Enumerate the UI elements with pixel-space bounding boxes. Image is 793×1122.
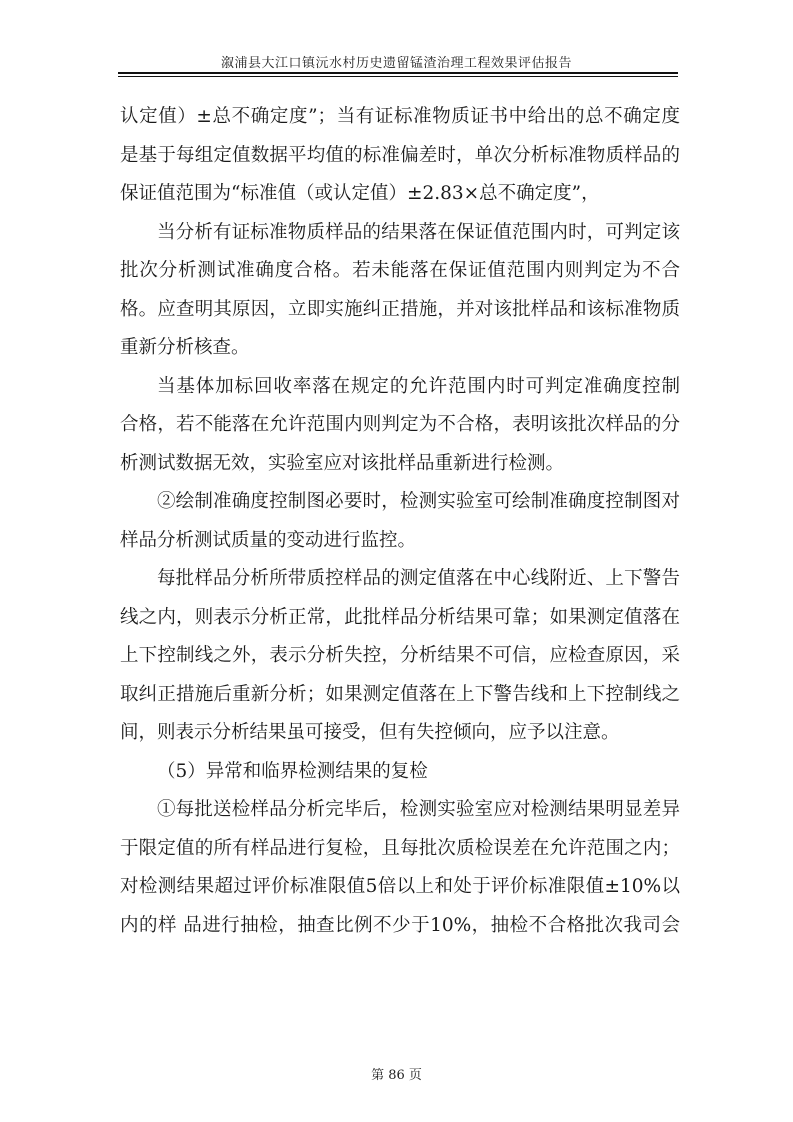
text-line: 对检测结果超过评价标准限值5倍以上和处于评价标准限值±10%以 <box>120 876 680 897</box>
page-number: 第 86 页 <box>371 1068 422 1083</box>
paragraph-first-line: ①每批送检样品分析完毕后，检测实验室应对检测结果明显差异 <box>157 799 680 820</box>
text-line: 合格，若不能落在允许范围内则判定为不合格，表明该批次样品的分 <box>120 414 680 435</box>
text-line: 认定值）±总不确定度”；当有证标准物质证书中给出的总不确定度 <box>120 106 680 127</box>
text-line: 内的样 品进行抽检，抽查比例不少于10%，抽检不合格批次我司会 <box>120 914 680 936</box>
header-rule-thin <box>118 76 678 77</box>
text-line: 线之内，则表示分析正常，此批样品分析结果可靠；如果测定值落在 <box>120 606 680 628</box>
paragraph-first-line: 每批样品分析所带质控样品的测定值落在中心线附近、上下警告 <box>157 568 680 589</box>
text-line: 样品分析测试质量的变动进行监控。 <box>120 529 417 551</box>
header-rule-thick <box>118 72 678 74</box>
text-line: 取纠正措施后重新分析；如果测定值落在上下警告线和上下控制线之 <box>120 683 680 705</box>
text-line: 上下控制线之外，表示分析失控，分析结果不可信，应检查原因，采 <box>120 645 680 666</box>
text-line: 是基于每组定值数据平均值的标准偏差时，单次分析标准物质样品的 <box>120 144 680 166</box>
running-header: 溆浦县大江口镇沅水村历史遗留锰渣治理工程效果评估报告 <box>220 56 572 71</box>
text-line: 于限定值的所有样品进行复检，且每批次质检误差在允许范围之内； <box>120 837 680 859</box>
paragraph-first-line: ②绘制准确度控制图必要时，检测实验室可绘制准确度控制图对 <box>157 491 680 512</box>
paragraph-first-line: 当分析有证标准物质样品的结果落在保证值范围内时，可判定该 <box>157 221 680 243</box>
text-line: 批次分析测试准确度合格。若未能落在保证值范围内则判定为不合 <box>120 260 680 281</box>
body-text <box>120 98 680 945</box>
text-line: 间，则表示分析结果虽可接受，但有失控倾向，应予以注意。 <box>120 722 620 743</box>
section-heading: （5）异常和临界检测结果的复检 <box>157 760 428 782</box>
text-line: 保证值范围为“标准值（或认定值）±2.83×总不确定度”， <box>120 183 600 204</box>
paragraph-first-line: 当基体加标回收率落在规定的允许范围内时可判定准确度控制 <box>157 375 680 397</box>
text-line: 重新分析核查。 <box>120 337 250 358</box>
text-line: 格。应查明其原因，立即实施纠正措施，并对该批样品和该标准物质 <box>120 298 680 320</box>
text-line: 析测试数据无效，实验室应对该批样品重新进行检测。 <box>120 452 565 474</box>
